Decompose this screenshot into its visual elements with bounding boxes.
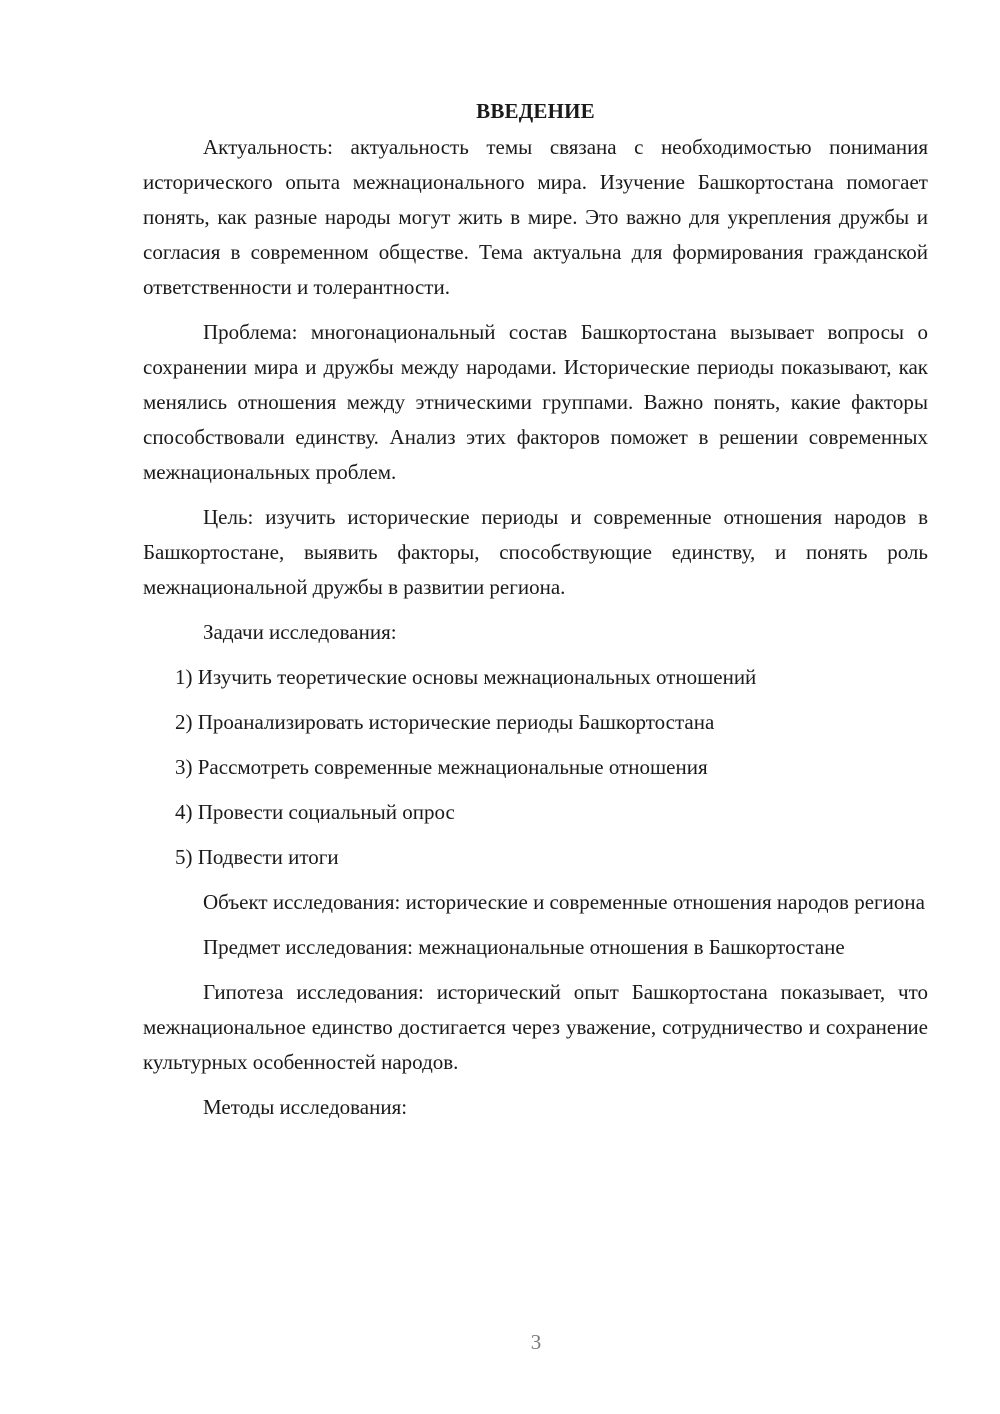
relevance-paragraph: Актуальность: актуальность темы связана с необходимостью понимания исторического опыта межнационального мира. Изучение Башкортостана помогает понять, как разные народы могут жить в мире. Это важно для укрепления дружбы и согласия в современном обществе. Тема актуальна для формирования гражданской ответственности и толерантности. [143,135,928,299]
tasks-list [143,660,928,875]
task-item: 2) Проанализировать исторические периоды Башкортостана [175,710,715,734]
methods-heading: Методы исследования: [203,1095,408,1119]
tasks-heading: Задачи исследования: [203,620,397,644]
subject-paragraph: Предмет исследования: межнациональные отношения в Башкортостане [203,935,845,959]
task-item: 1) Изучить теоретические основы межнациональных отношений [175,665,757,689]
task-item: 4) Провести социальный опрос [175,800,455,824]
task-item: 3) Рассмотреть современные межнациональные отношения [175,755,708,779]
goal-paragraph: Цель: изучить исторические периоды и современные отношения народов в Башкортостане, выявить факторы, способствующие единству, и понять роль межнациональной дружбы в развитии региона. [143,505,928,599]
section-title: ВВЕДЕНИЕ [476,99,595,123]
page-content [143,94,928,1135]
problem-paragraph: Проблема: многонациональный состав Башкортостана вызывает вопросы о сохранении мира и дружбы между народами. Исторические периоды показывают, как менялись отношения между этническими группами. Важно понять, какие факторы способствовали единству. Анализ этих факторов поможет в решении современных межнациональных проблем. [143,320,928,484]
page-number: 3 [530,1330,542,1354]
task-item: 5) Подвести итоги [175,845,339,869]
hypothesis-paragraph: Гипотеза исследования: исторический опыт Башкортостана показывает, что межнациональное единство достигается через уважение, сотрудничество и сохранение культурных особенностей народов. [143,980,928,1074]
object-paragraph: Объект исследования: исторические и современные отношения народов региона [203,890,925,914]
